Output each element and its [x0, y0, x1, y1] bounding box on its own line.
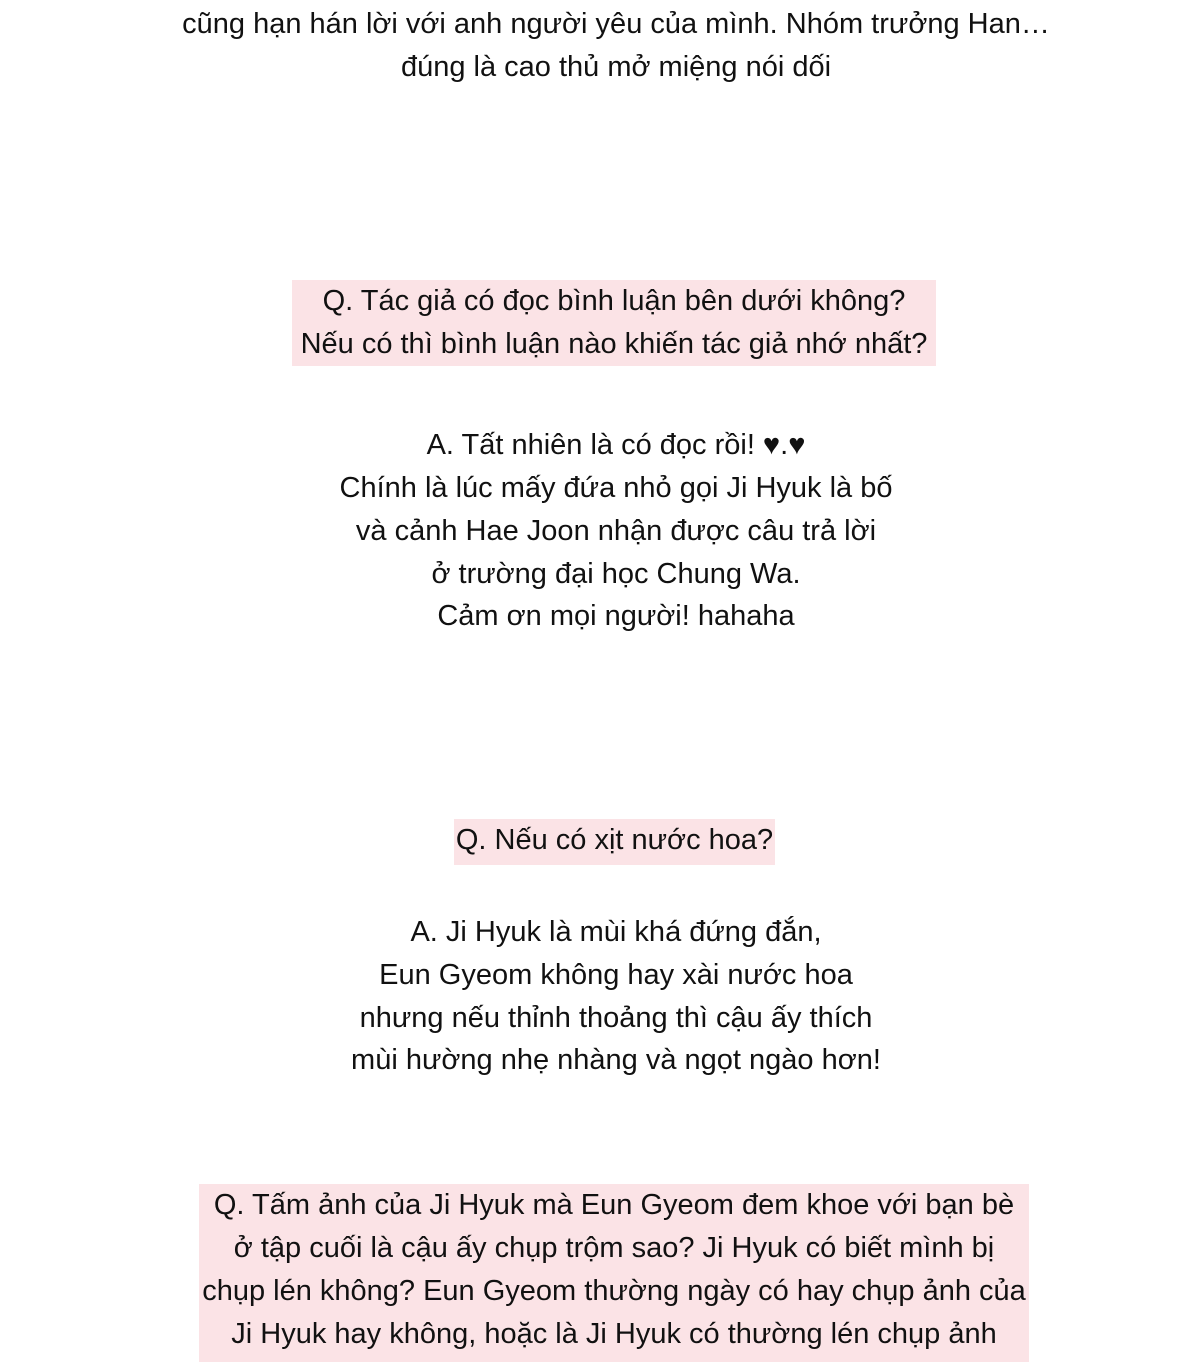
- answer-line: A. Tất nhiên là có đọc rồi! ♥.♥: [426, 429, 806, 461]
- question-highlight: [292, 280, 936, 366]
- question-line: Q. Nếu có xịt nước hoa?: [455, 824, 774, 856]
- intro-line: đúng là cao thủ mở miệng nói dối: [400, 51, 832, 83]
- question-line: Q. Tấm ảnh của Ji Hyuk mà Eun Gyeom đem khoe với bạn bè: [213, 1189, 1015, 1221]
- question-highlight: [199, 1184, 1029, 1362]
- question-line: ở tập cuối là cậu ấy chụp trộm sao? Ji Hyuk có biết mình bị: [233, 1232, 995, 1264]
- question-line: Nếu có thì bình luận nào khiến tác giả nhớ nhất?: [300, 328, 928, 360]
- answer-line: Cảm ơn mọi người! hahaha: [437, 600, 795, 632]
- intro-line: cũng hạn hán lời với anh người yêu của mình. Nhóm trưởng Han…: [182, 8, 1050, 40]
- question-highlight: [454, 819, 775, 865]
- question-line: Ji Hyuk hay không, hoặc là Ji Hyuk có thường lén chụp ảnh: [231, 1318, 997, 1350]
- question-line: Q. Tác giả có đọc bình luận bên dưới không?: [322, 285, 906, 317]
- question-line: chụp lén không? Eun Gyeom thường ngày có hay chụp ảnh của: [202, 1275, 1026, 1307]
- answer-line: A. Ji Hyuk là mùi khá đứng đắn,: [410, 916, 822, 948]
- answer-line: nhưng nếu thỉnh thoảng thì cậu ấy thích: [359, 1002, 873, 1034]
- answer-line: Chính là lúc mấy đứa nhỏ gọi Ji Hyuk là bố: [339, 472, 893, 504]
- answer-line: mùi hường nhẹ nhàng và ngọt ngào hơn!: [351, 1044, 881, 1076]
- answer-line: Eun Gyeom không hay xài nước hoa: [379, 959, 853, 991]
- answer-line: và cảnh Hae Joon nhận được câu trả lời: [355, 515, 877, 547]
- answer-line: ở trường đại học Chung Wa.: [431, 558, 801, 590]
